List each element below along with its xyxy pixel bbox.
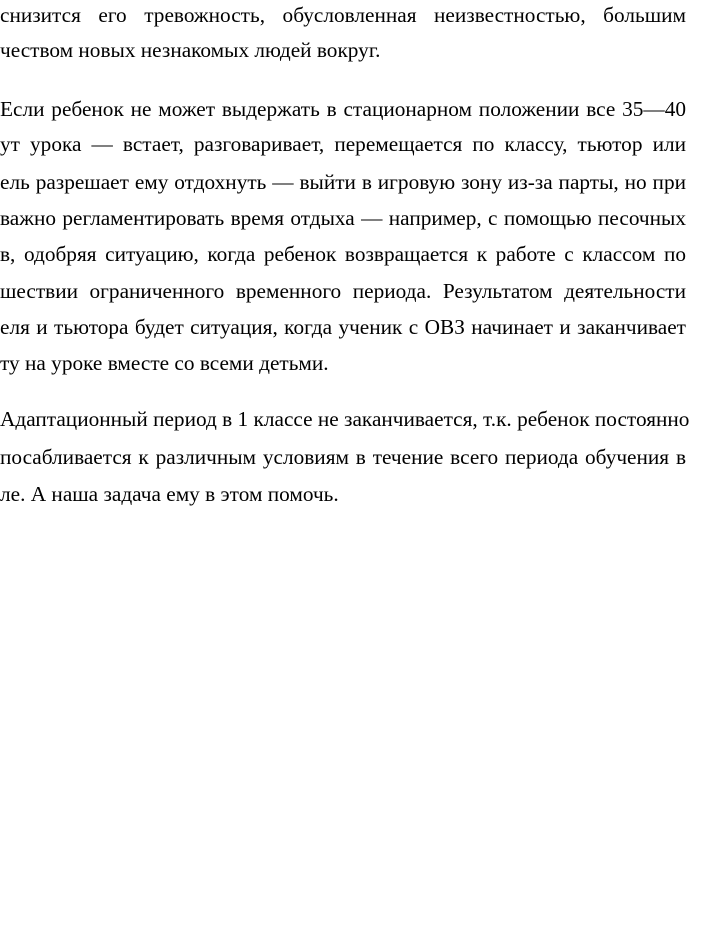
text-line: ель разрешает ему отдохнуть — выйти в игровую зону из-за парты, но при bbox=[0, 170, 686, 194]
text-line: шествии ограниченного временного периода. Результатом деятельности bbox=[0, 279, 686, 303]
text-line: в, одобряя ситуацию, когда ребенок возвращается к работе с классом по bbox=[0, 242, 686, 266]
text-line: снизится его тревожность, обусловленная неизвестностью, большим bbox=[0, 3, 686, 27]
text-line: Адаптационный период в 1 классе не заканчивается, т.к. ребенок постоянно bbox=[0, 407, 690, 431]
text-line: важно регламентировать время отдыха — например, с помощью песочных bbox=[0, 206, 686, 230]
text-line: Если ребенок не может выдержать в стационарном положении все 35—40 bbox=[0, 97, 686, 121]
text-line: ту на уроке вместе со всеми детьми. bbox=[0, 351, 329, 375]
text-line: ут урока — встает, разговаривает, перемещается по классу, тьютор или bbox=[0, 132, 686, 156]
text-line: чеством новых незнакомых людей вокруг. bbox=[0, 38, 381, 62]
text-line: еля и тьютора будет ситуация, когда ученик с ОВЗ начинает и заканчивает bbox=[0, 315, 686, 339]
text-line: ле. А наша задача ему в этом помочь. bbox=[0, 482, 339, 506]
text-line: посабливается к различным условиям в течение всего периода обучения в bbox=[0, 445, 686, 469]
